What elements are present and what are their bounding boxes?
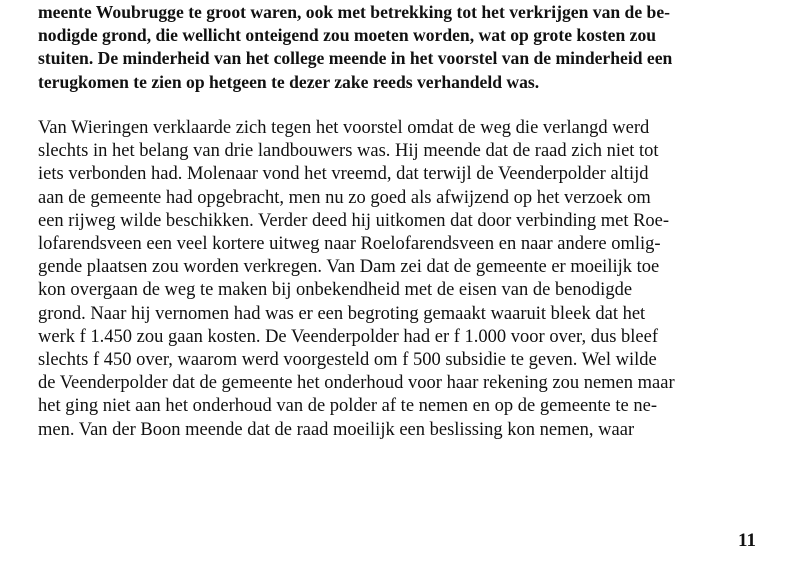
text-line: terugkomen te zien op hetgeen te dezer zake reeds verhandeld was. (38, 71, 540, 92)
text-line: lofarendsveen een veel kortere uitweg naar Roelofarendsveen en naar andere omlig- (38, 234, 661, 255)
text-line: aan de gemeente had opgebracht, men nu zo goed als afwijzend op het verzoek om (38, 187, 651, 208)
paragraph-1 (38, 1, 766, 94)
text-line: het ging niet aan het onderhoud van de polder af te nemen en op de gemeente te ne- (38, 396, 657, 417)
text-line: slechts in het belang van drie landbouwers was. Hij meende dat de raad zich niet tot (38, 141, 659, 162)
text-line: stuiten. De minderheid van het college meende in het voorstel van de minderheid een (38, 48, 673, 69)
text-line: een rijweg wilde beschikken. Verder deed hij uitkomen dat door verbinding met Roe- (38, 210, 670, 231)
text-line: slechts f 450 over, waarom werd voorgesteld om f 500 subsidie te geven. Wel wilde (38, 350, 657, 371)
text-line: men. Van der Boon meende dat de raad moeilijk een beslissing kon nemen, waar (38, 419, 635, 440)
text-line: de Veenderpolder dat de gemeente het onderhoud voor haar rekening zou nemen maar (38, 373, 675, 394)
text-line: gende plaatsen zou worden verkregen. Van Dam zei dat de gemeente er moeilijk toe (38, 257, 660, 278)
text-line: nodigde grond, die wellicht onteigend zou moeten worden, wat op grote kosten zou (38, 25, 657, 46)
text-line: iets verbonden had. Molenaar vond het vreemd, dat terwijl de Veenderpolder altijd (38, 164, 649, 185)
text-line: meente Woubrugge te groot waren, ook met betrekking tot het verkrijgen van de be- (38, 2, 670, 22)
text-line: Van Wieringen verklaarde zich tegen het voorstel omdat de weg die verlangd werd (38, 118, 650, 138)
page-number: 11 (738, 530, 756, 551)
text-line: grond. Naar hij vernomen had was er een begroting gemaakt waaruit bleek dat het (38, 303, 646, 324)
paragraph-2 (38, 117, 766, 442)
text-line: kon overgaan de weg te maken bij onbekendheid met de eisen van de benodigde (38, 280, 633, 301)
text-line: werk f 1.450 zou gaan kosten. De Veenderpolder had er f 1.000 voor over, dus bleef (38, 326, 659, 347)
